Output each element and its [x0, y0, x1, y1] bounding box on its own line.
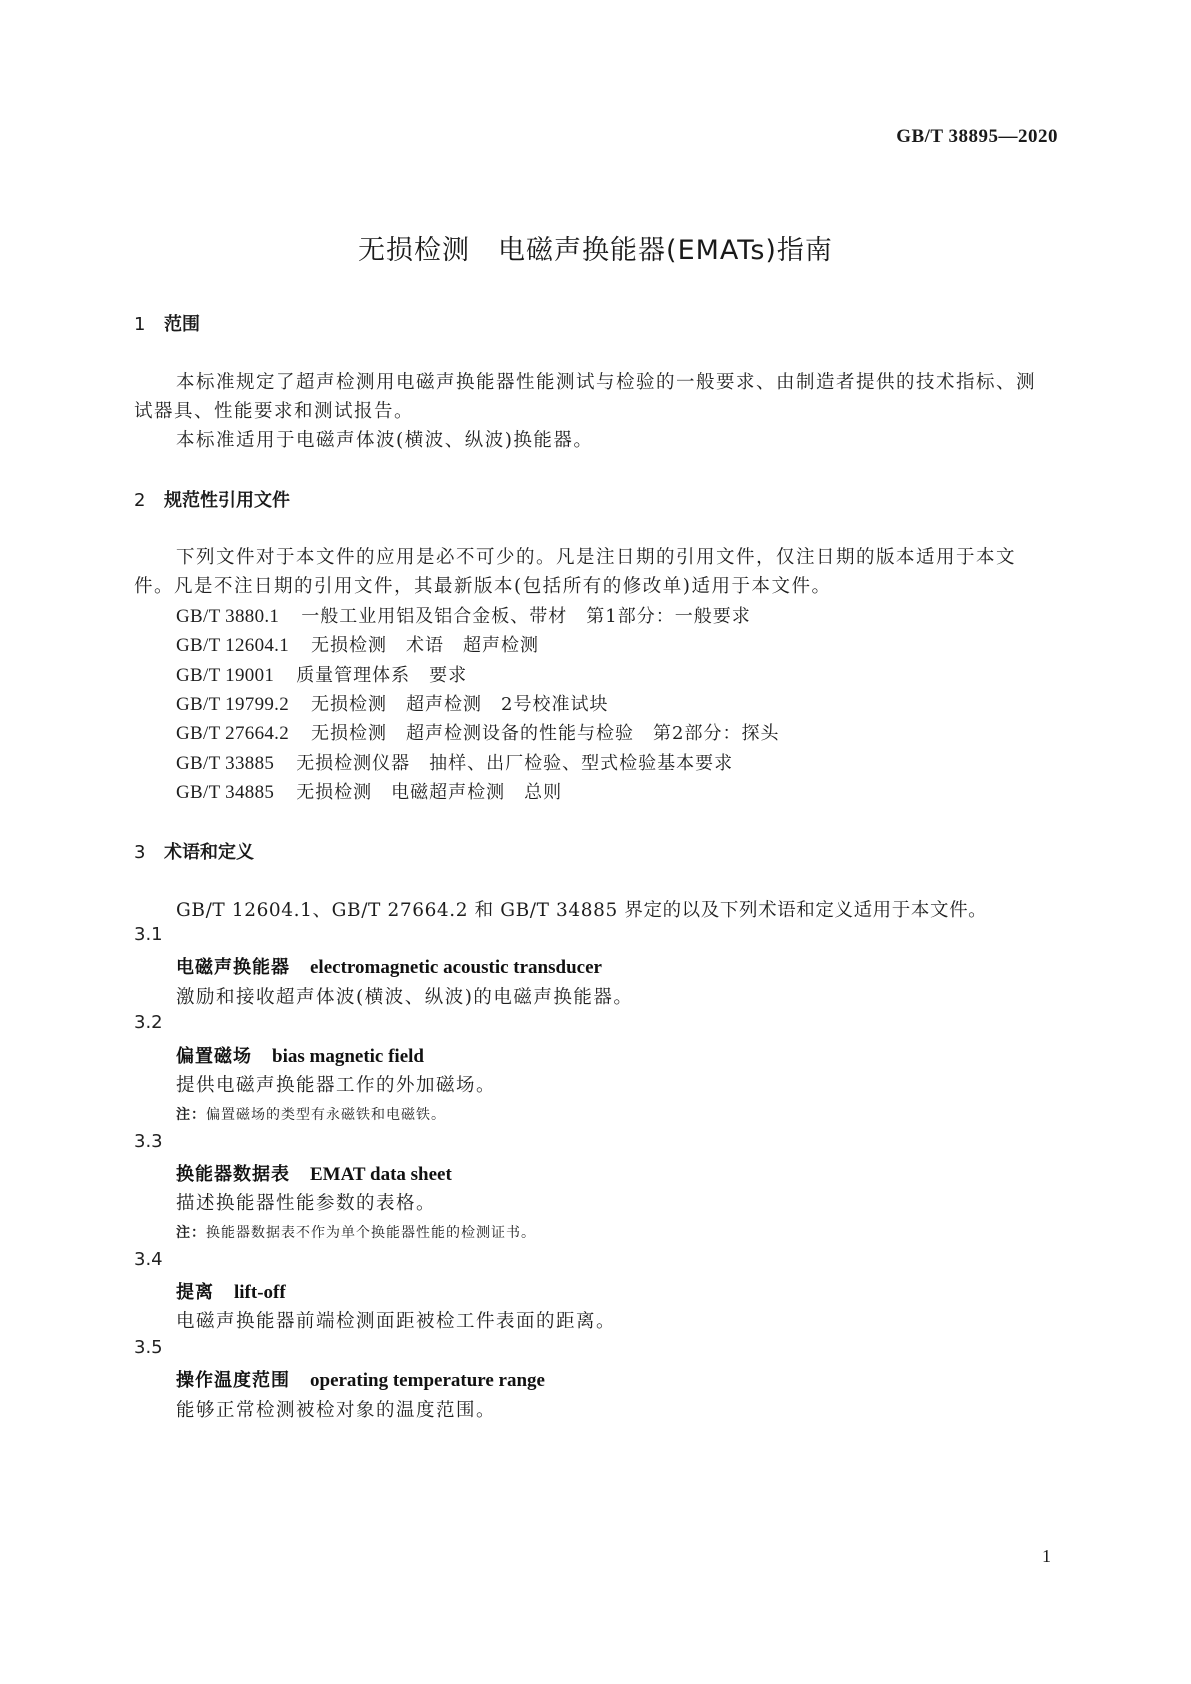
section-title: 范围 [164, 314, 200, 335]
reference-code: GB/T 34885 [176, 782, 275, 803]
section-1-heading [134, 310, 200, 336]
term-definition: 提供电磁声换能器工作的外加磁场。 [176, 1075, 497, 1096]
term-note [176, 1104, 446, 1124]
reference-item [176, 602, 751, 628]
term-chinese: 偏置磁场 [176, 1046, 252, 1067]
reference-item [176, 661, 467, 687]
term-entry [176, 1160, 452, 1186]
reference-code: GB/T 19001 [176, 665, 275, 686]
term-definition: 电磁声换能器前端检测面距被检工件表面的距离。 [176, 1311, 617, 1332]
reference-item [176, 690, 609, 716]
term-english: bias magnetic field [272, 1046, 424, 1067]
term-definition: 激励和接收超声体波(横波、纵波)的电磁声换能器。 [176, 987, 634, 1008]
reference-item [176, 719, 780, 745]
reference-title: 无损检测仪器 抽样、出厂检验、型式检验基本要求 [296, 753, 734, 774]
term-chinese: 换能器数据表 [176, 1164, 290, 1185]
section-number: 3 [134, 842, 146, 863]
scope-paragraph-1-line-2: 试器具、性能要求和测试报告。 [134, 401, 415, 422]
reference-code: GB/T 3880.1 [176, 606, 280, 627]
reference-title: 无损检测 术语 超声检测 [311, 635, 540, 656]
term-entry [176, 1278, 286, 1304]
reference-title: 无损检测 超声检测设备的性能与检验 第2部分：探头 [311, 723, 780, 744]
reference-item [176, 631, 539, 657]
clause-number: 3.3 [134, 1131, 163, 1152]
section-title: 术语和定义 [164, 842, 254, 863]
page-number: 1 [1042, 1546, 1051, 1566]
term-entry [176, 1366, 545, 1392]
reference-title: 无损检测 电磁超声检测 总则 [296, 782, 563, 803]
clause-number: 3.2 [134, 1012, 163, 1033]
term-english: lift-off [234, 1282, 286, 1303]
references-intro-line-1: 下列文件对于本文件的应用是必不可少的。凡是注日期的引用文件，仅注日期的版本适用于本文 [176, 547, 1017, 568]
term-entry [176, 1042, 424, 1068]
reference-title: 无损检测 超声检测 2号校准试块 [311, 694, 609, 715]
section-2-heading [134, 486, 290, 512]
reference-code: GB/T 33885 [176, 753, 275, 774]
term-english: operating temperature range [310, 1370, 545, 1391]
clause-number: 3.5 [134, 1337, 163, 1358]
section-3-heading [134, 838, 254, 864]
reference-code: GB/T 12604.1 [176, 635, 290, 656]
section-number: 2 [134, 490, 146, 511]
section-number: 1 [134, 314, 146, 335]
note-text: 偏置磁场的类型有永磁铁和电磁铁。 [206, 1107, 446, 1123]
term-english: EMAT data sheet [310, 1164, 452, 1185]
reference-title: 质量管理体系 要求 [296, 665, 468, 686]
term-chinese: 提离 [176, 1282, 214, 1303]
section-title: 规范性引用文件 [164, 490, 290, 511]
references-intro-line-2: 件。凡是不注日期的引用文件，其最新版本(包括所有的修改单)适用于本文件。 [134, 576, 832, 597]
reference-title: 一般工业用铝及铝合金板、带材 第1部分：一般要求 [301, 606, 751, 627]
term-chinese: 电磁声换能器 [176, 957, 290, 978]
document-title: 无损检测 电磁声换能器(EMATs)指南 [358, 235, 833, 266]
terms-intro: GB/T 12604.1、GB/T 27664.2 和 GB/T 34885 界定的以及下列术语和定义适用于本文件。 [176, 900, 988, 921]
clause-number: 3.4 [134, 1249, 163, 1270]
term-english: electromagnetic acoustic transducer [310, 957, 602, 978]
reference-item [176, 749, 733, 775]
term-definition: 能够正常检测被检对象的温度范围。 [176, 1400, 497, 1421]
note-label: 注： [176, 1107, 206, 1123]
scope-paragraph-2: 本标准适用于电磁声体波(横波、纵波)换能器。 [176, 430, 594, 451]
standard-code: GB/T 38895—2020 [896, 126, 1058, 147]
term-entry [176, 953, 602, 979]
reference-code: GB/T 27664.2 [176, 723, 290, 744]
note-text: 换能器数据表不作为单个换能器性能的检测证书。 [206, 1225, 536, 1241]
term-note [176, 1222, 536, 1242]
term-definition: 描述换能器性能参数的表格。 [176, 1193, 437, 1214]
term-chinese: 操作温度范围 [176, 1370, 290, 1391]
note-label: 注： [176, 1225, 206, 1241]
reference-item [176, 778, 562, 804]
clause-number: 3.1 [134, 924, 163, 945]
reference-code: GB/T 19799.2 [176, 694, 290, 715]
scope-paragraph-1-line-1: 本标准规定了超声检测用电磁声换能器性能测试与检验的一般要求、由制造者提供的技术指标、测 [176, 372, 1037, 393]
